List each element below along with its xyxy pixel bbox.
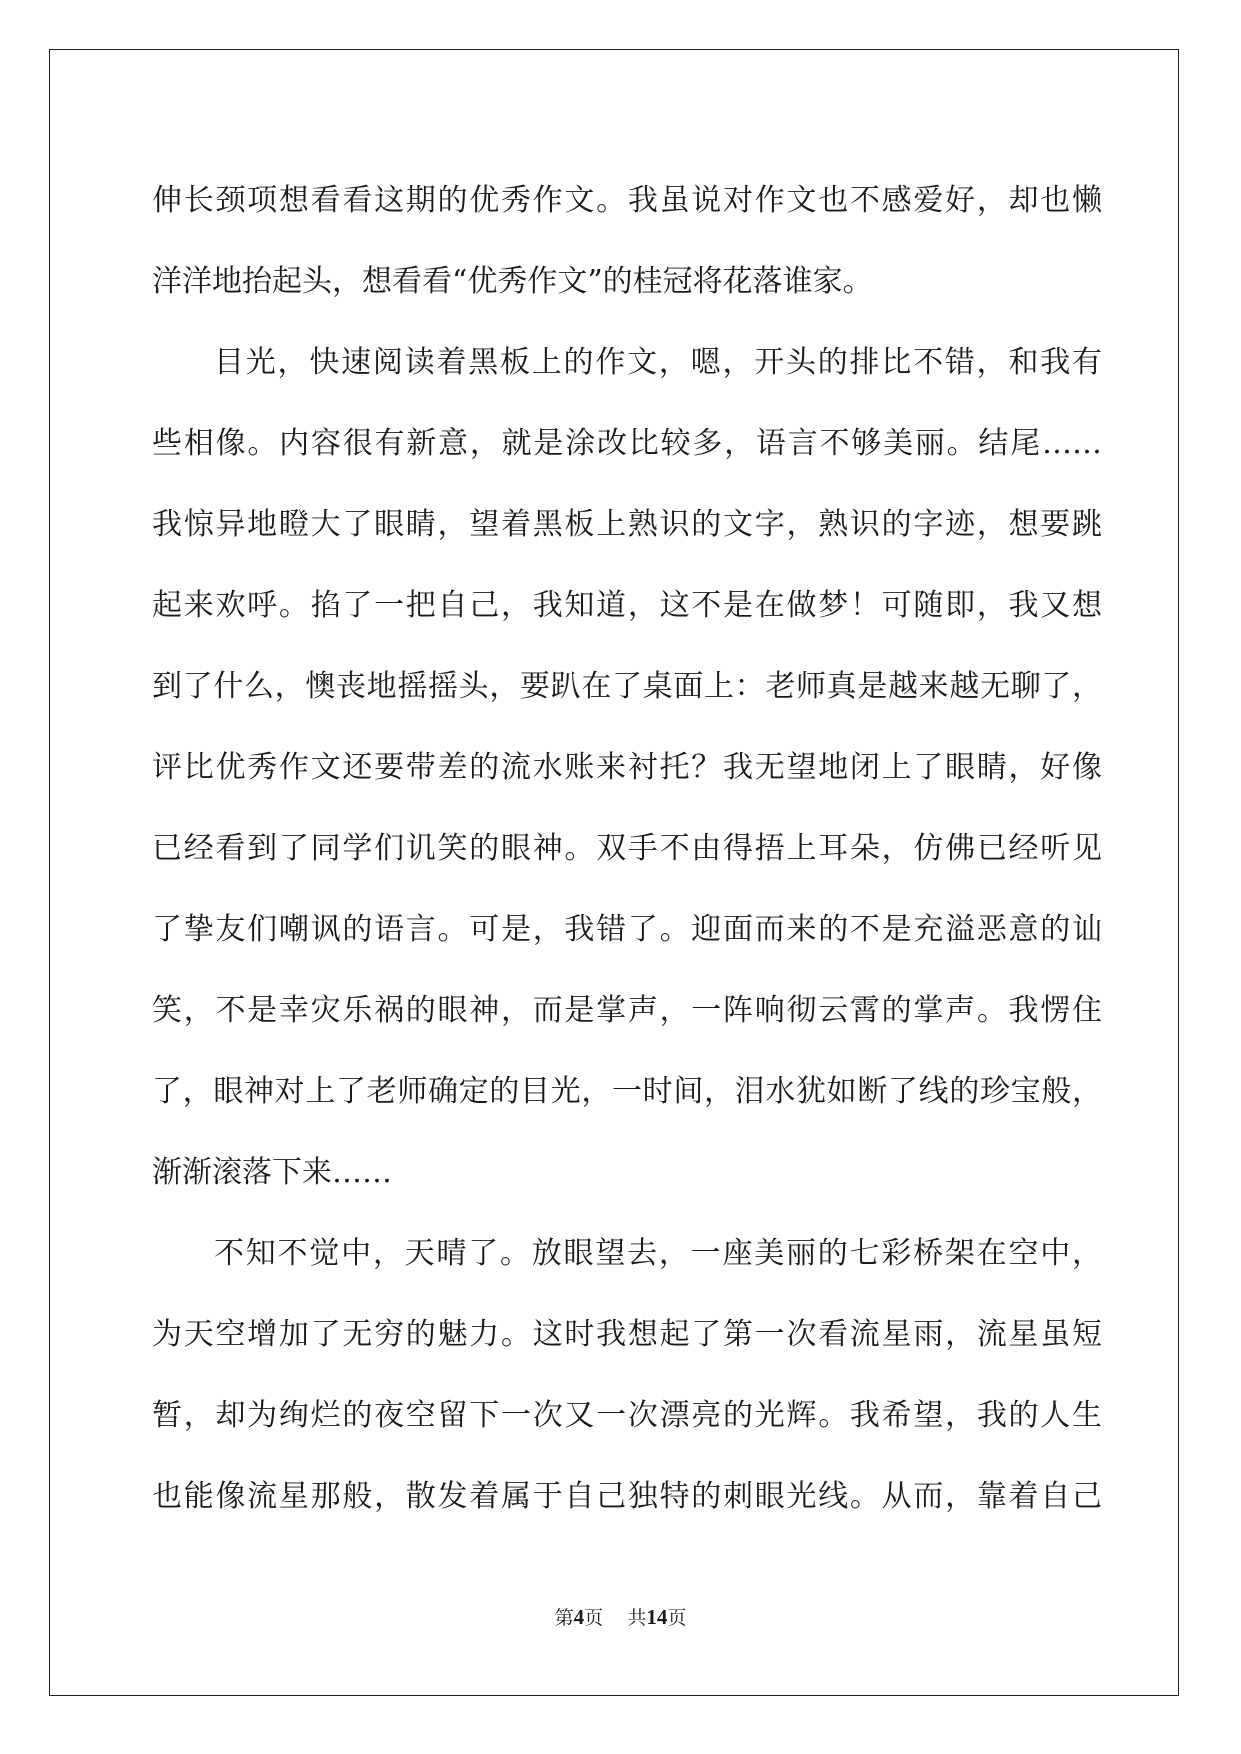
- text-line: 了，眼神对上了老师确定的目光，一时间，泪水犹如断了线的珍宝般，: [152, 1074, 1102, 1109]
- total-pages: 14: [646, 1605, 668, 1629]
- text-line-indented: 不知不觉中，天晴了。放眼望去，一座美丽的七彩桥架在空中，: [214, 1236, 1102, 1271]
- text-line: 笑，不是幸灾乐祸的眼神，而是掌声，一阵响彻云霄的掌声。我愣住: [152, 993, 1102, 1028]
- text-line: 渐渐滚落下来……: [152, 1155, 392, 1190]
- footer-prefix: 第: [554, 1607, 574, 1629]
- footer-total-suffix: 页: [667, 1607, 687, 1629]
- text-line: 到了什么，懊丧地摇摇头，要趴在了桌面上：老师真是越来越无聊了，: [152, 669, 1102, 704]
- text-line: 伸长颈项想看看这期的优秀作文。我虽说对作文也不感爱好，却也懒: [152, 183, 1102, 218]
- text-line: 已经看到了同学们讥笑的眼神。双手不由得捂上耳朵，仿佛已经听见: [152, 831, 1102, 866]
- text-line-indented: 目光，快速阅读着黑板上的作文，嗯，开头的排比不错，和我有: [214, 345, 1102, 380]
- footer-page-suffix: 页: [584, 1607, 604, 1629]
- text-line: 我惊异地瞪大了眼睛，望着黑板上熟识的文字，熟识的字迹，想要跳: [152, 507, 1102, 542]
- text-line: 也能像流星那般，散发着属于自己独特的刺眼光线。从而，靠着自己: [152, 1479, 1102, 1514]
- text-line: 暂，却为绚烂的夜空留下一次又一次漂亮的光辉。我希望，我的人生: [152, 1398, 1102, 1433]
- text-line: 为天空增加了无穷的魅力。这时我想起了第一次看流星雨，流星虽短: [152, 1317, 1102, 1352]
- page-footer: [0, 1603, 1241, 1630]
- footer-total-prefix: 共: [627, 1607, 647, 1629]
- text-line: 起来欢呼。掐了一把自己，我知道，这不是在做梦！可随即，我又想: [152, 588, 1102, 623]
- text-line: 了挚友们嘲讽的语言。可是，我错了。迎面而来的不是充溢恶意的讪: [152, 912, 1102, 947]
- page-number: 4: [573, 1605, 585, 1629]
- text-line: 些相像。内容很有新意，就是涂改比较多，语言不够美丽。结尾……: [152, 426, 1102, 461]
- text-line: 洋洋地抬起头，想看看“优秀作文”的桂冠将花落谁家。: [152, 264, 873, 299]
- document-body: [152, 160, 1102, 1537]
- text-line: 评比优秀作文还要带差的流水账来衬托？我无望地闭上了眼睛，好像: [152, 750, 1102, 785]
